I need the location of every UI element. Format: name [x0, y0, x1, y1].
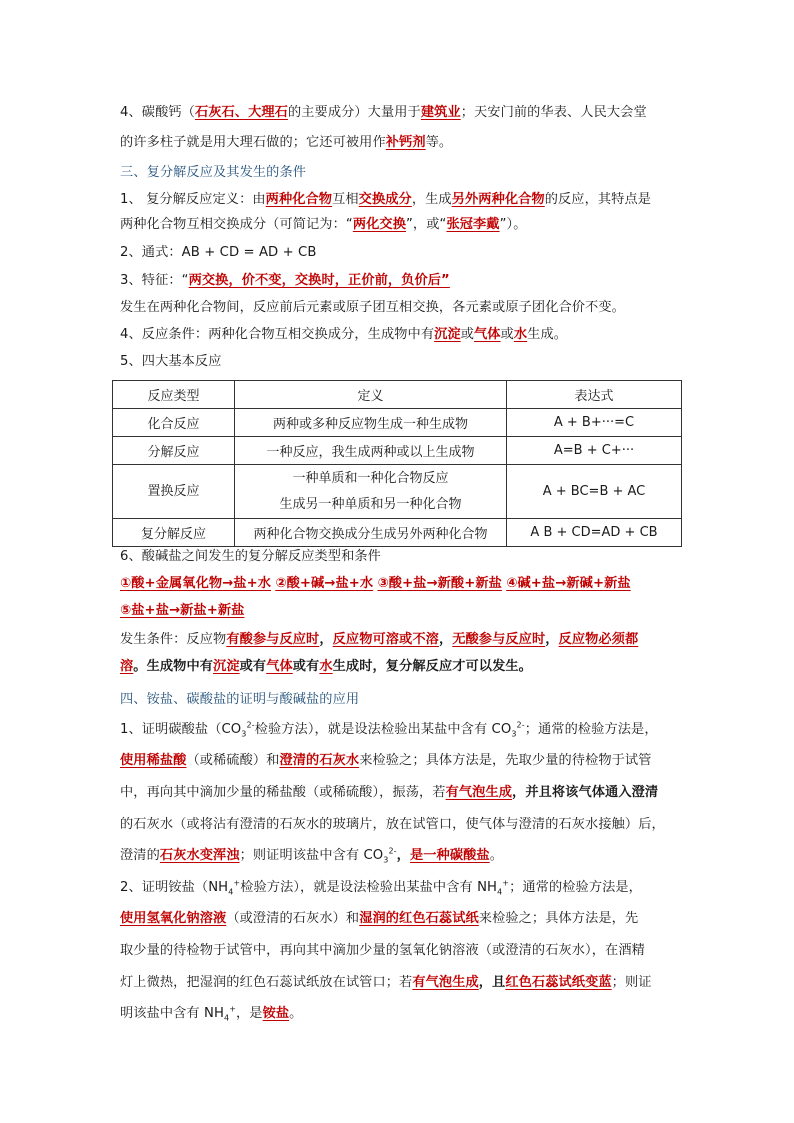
highlight-text: 两交换，价不变，交换时，正价前，负价后 — [188, 273, 442, 288]
text: 。 — [289, 1006, 303, 1021]
highlight-text: 有酸参与反应时 — [226, 632, 320, 647]
superscript: + — [229, 1004, 237, 1014]
text: 灯上微热，把湿润的红色石蕊试纸放在试管口；若 — [120, 975, 413, 990]
paragraph-calcium-carbonate-line1 — [120, 103, 682, 123]
highlight-text: 溶 — [120, 659, 134, 674]
acid-base-salt-heading: 6、酸碱盐之间发生的复分解反应类型和条件 — [120, 549, 381, 564]
subscript: 4 — [224, 1013, 230, 1023]
text: 的主要成分）大量用于 — [287, 105, 421, 120]
highlight-text: 交换成分 — [358, 192, 412, 207]
table-cell: A=B + C+··· — [507, 437, 682, 465]
text: 1、 复分解反应定义：由 — [120, 192, 266, 207]
carbonate-test-line3 — [120, 783, 682, 803]
text: ；则证 — [611, 975, 652, 990]
text: ；通常的检验方法是， — [524, 722, 658, 737]
text: ；通常的检验方法是， — [509, 880, 642, 895]
text: ；天安门前的华表、人民大会堂 — [460, 105, 647, 120]
table-cell: 置换反应 — [113, 465, 235, 519]
highlight-text: 反应物可溶或不溶 — [332, 632, 439, 647]
general-formula: 2、通式：AB + CD = AD + CB — [120, 245, 317, 260]
superscript: 2- — [516, 720, 525, 730]
feature-line — [120, 271, 682, 291]
text: ，并且将该气体通入澄清 — [512, 785, 659, 800]
text: 明该盐中含有 NH — [120, 1006, 224, 1021]
highlight-text: 气体 — [473, 327, 501, 342]
highlight-text: 水 — [319, 659, 333, 674]
highlight-text: 澄清的石灰水 — [279, 753, 360, 768]
superscript: 2- — [388, 846, 397, 856]
table-row — [113, 465, 682, 519]
carbonate-test-line4: 的石灰水（或将沾有澄清的石灰水的玻璃片，放在试管口，使气体与澄清的石灰水接触）后， — [120, 817, 665, 832]
highlight-text: 有气泡生成 — [445, 785, 513, 800]
highlight-text: 湿润的红色石蕊试纸 — [359, 911, 479, 926]
occurrence-condition-line1 — [120, 630, 682, 650]
text: 澄清的 — [120, 848, 160, 863]
text: ，生成 — [411, 192, 452, 207]
table-header-cell: 表达式 — [507, 381, 682, 409]
superscript: + — [502, 878, 510, 888]
paragraph-calcium-carbonate-line2 — [120, 133, 682, 153]
carbonate-test-line2 — [120, 751, 682, 771]
text: ；则证明该盐中含有 CO — [239, 848, 384, 863]
highlight-text: 反应物必须都 — [558, 632, 639, 647]
four-basic-reactions-heading: 5、四大基本反应 — [120, 354, 222, 369]
text: 或 — [460, 327, 474, 342]
cell-line: 生成另一种单质和另一种化合物 — [279, 496, 462, 512]
table-row — [113, 437, 682, 465]
table-cell: 两种或多种反应物生成一种生成物 — [235, 409, 507, 437]
text: ，是 — [236, 1006, 263, 1021]
reaction-type-list-line1 — [120, 574, 682, 594]
reaction-condition — [120, 325, 682, 345]
highlight-text: 是一种碳酸盐 — [409, 848, 490, 863]
carbonate-test-line5 — [120, 846, 682, 866]
table-header-row — [113, 381, 682, 409]
text: 4、反应条件：两种化合物互相交换成分，生成物中有 — [120, 327, 435, 342]
subscript: 3 — [383, 855, 389, 865]
text: ” — [441, 273, 450, 288]
highlight-text: 气体 — [266, 659, 293, 674]
ammonium-test-line2 — [120, 909, 682, 929]
text: 两种化合物互相交换成分（可简记为：“ — [120, 217, 353, 232]
text: 或有 — [292, 659, 320, 674]
text: 来检验之；具体方法是，先取少量的待检物于试管 — [359, 753, 652, 768]
text: ， — [545, 632, 559, 647]
text: ， — [438, 632, 453, 647]
ammonium-test-line5 — [120, 1004, 682, 1024]
highlight-text: 补钙剂 — [385, 135, 426, 150]
highlight-text: ②酸+碱→盐+水 — [275, 576, 374, 591]
table-cell: 一种反应，我生成两种或以上生成物 — [235, 437, 507, 465]
table-cell — [235, 465, 507, 519]
section-heading-4: 四、铵盐、碳酸盐的证明与酸碱盐的应用 — [120, 692, 360, 707]
text: 来检验之；具体方法是，先 — [478, 911, 639, 926]
table-cell: A B + CD=AD + CB — [507, 519, 682, 547]
superscript: 2- — [246, 720, 255, 730]
section-heading-3: 三、复分解反应及其发生的条件 — [120, 165, 307, 180]
text: ， — [319, 632, 333, 647]
text: 检验方法），就是设法检验出某盐中含有 CO — [254, 722, 512, 737]
text: 互相 — [332, 192, 359, 207]
text: 等。 — [425, 135, 453, 150]
definition-line2 — [120, 215, 682, 235]
table-cell: 化合反应 — [113, 409, 235, 437]
text: 或有 — [239, 659, 267, 674]
text: 检验方法），就是设法检验出某盐中含有 NH — [240, 880, 498, 895]
carbonate-test-line1 — [120, 720, 682, 740]
text: 的反应，其特点是 — [544, 192, 652, 207]
subscript: 3 — [511, 729, 517, 739]
table-cell: 复分解反应 — [113, 519, 235, 547]
text: 的许多柱子就是用大理石做的；它还可被用作 — [120, 135, 386, 150]
highlight-text: 石灰石、大理石 — [194, 105, 288, 120]
text: 。生成物中有 — [133, 659, 214, 674]
text: 4、碳酸钙（ — [120, 105, 195, 120]
text: 中，再向其中滴加少量的稀盐酸（或稀硫酸），振荡，若 — [120, 785, 446, 800]
subscript: 4 — [228, 887, 234, 897]
highlight-text: 张冠李戴 — [446, 217, 500, 232]
table-header-cell: 定义 — [235, 381, 507, 409]
text: （或稀硫酸）和 — [186, 753, 280, 768]
highlight-text: ③酸+盐→新酸+新盐 — [377, 576, 502, 591]
text: ”，或“ — [405, 217, 447, 232]
occurrence-condition-line2 — [120, 657, 682, 677]
highlight-text: 建筑业 — [420, 105, 461, 120]
highlight-text: 无酸参与反应时 — [452, 632, 546, 647]
highlight-text: 另外两种化合物 — [451, 192, 545, 207]
text: （或澄清的石灰水）和 — [226, 911, 360, 926]
table-header-cell: 反应类型 — [113, 381, 235, 409]
ammonium-test-line4 — [120, 973, 682, 993]
text: 3、特征：“ — [120, 273, 189, 288]
highlight-text: 使用稀盐酸 — [120, 753, 187, 768]
table-cell: 分解反应 — [113, 437, 235, 465]
ammonium-test-line3: 取少量的待检物于试管中，再向其中滴加少量的氢氧化钠溶液（或澄清的石灰水），在酒精 — [120, 943, 645, 958]
text: 2、证明铵盐（NH — [120, 880, 229, 895]
highlight-text: 沉淀 — [213, 659, 240, 674]
table-row — [113, 409, 682, 437]
reaction-types-table — [112, 380, 682, 547]
superscript: + — [233, 878, 241, 888]
subscript: 4 — [497, 887, 503, 897]
text: ， — [396, 848, 410, 863]
highlight-text: 水 — [513, 327, 528, 342]
text: 生成。 — [527, 327, 568, 342]
table-cell: 两种化合物交换成分生成另外两种化合物 — [235, 519, 507, 547]
highlight-text: ④碱+盐→新碱+新盐 — [506, 576, 631, 591]
text: 发生条件：反应物 — [120, 632, 227, 647]
highlight-text: ⑤盐+盐→新盐+新盐 — [120, 603, 245, 618]
definition-line1 — [120, 190, 682, 210]
highlight-text: 两种化合物 — [265, 192, 333, 207]
table-cell: A + BC=B + AC — [507, 465, 682, 519]
highlight-text: 沉淀 — [434, 327, 461, 342]
text: ，且 — [478, 975, 506, 990]
cell-line: 一种单质和一种化合物反应 — [292, 470, 449, 486]
text: 生成时，复分解反应才可以发生。 — [332, 659, 532, 674]
highlight-text: ①酸+金属氧化物→盐+水 — [120, 576, 272, 591]
highlight-text: 有气泡生成 — [412, 975, 479, 990]
text: ”）。 — [499, 217, 527, 232]
highlight-text: 两化交换 — [352, 217, 406, 232]
highlight-text: 石灰水变浑浊 — [159, 848, 240, 863]
highlight-text: 红色石蕊试纸变蓝 — [505, 975, 612, 990]
ammonium-test-line1 — [120, 878, 682, 898]
reaction-type-list-line2 — [120, 601, 682, 621]
highlight-text: 使用氢氧化钠溶液 — [120, 911, 227, 926]
text: 。 — [489, 848, 503, 863]
table-cell: A + B+···=C — [507, 409, 682, 437]
text: 或 — [500, 327, 514, 342]
highlight-text: 铵盐 — [262, 1006, 290, 1021]
table-row — [113, 519, 682, 547]
subscript: 3 — [241, 729, 247, 739]
text: 1、证明碳酸盐（CO — [120, 722, 242, 737]
feature-explanation: 发生在两种化合物间，反应前后元素或原子团互相交换，各元素或原子团化合价不变。 — [120, 300, 625, 315]
